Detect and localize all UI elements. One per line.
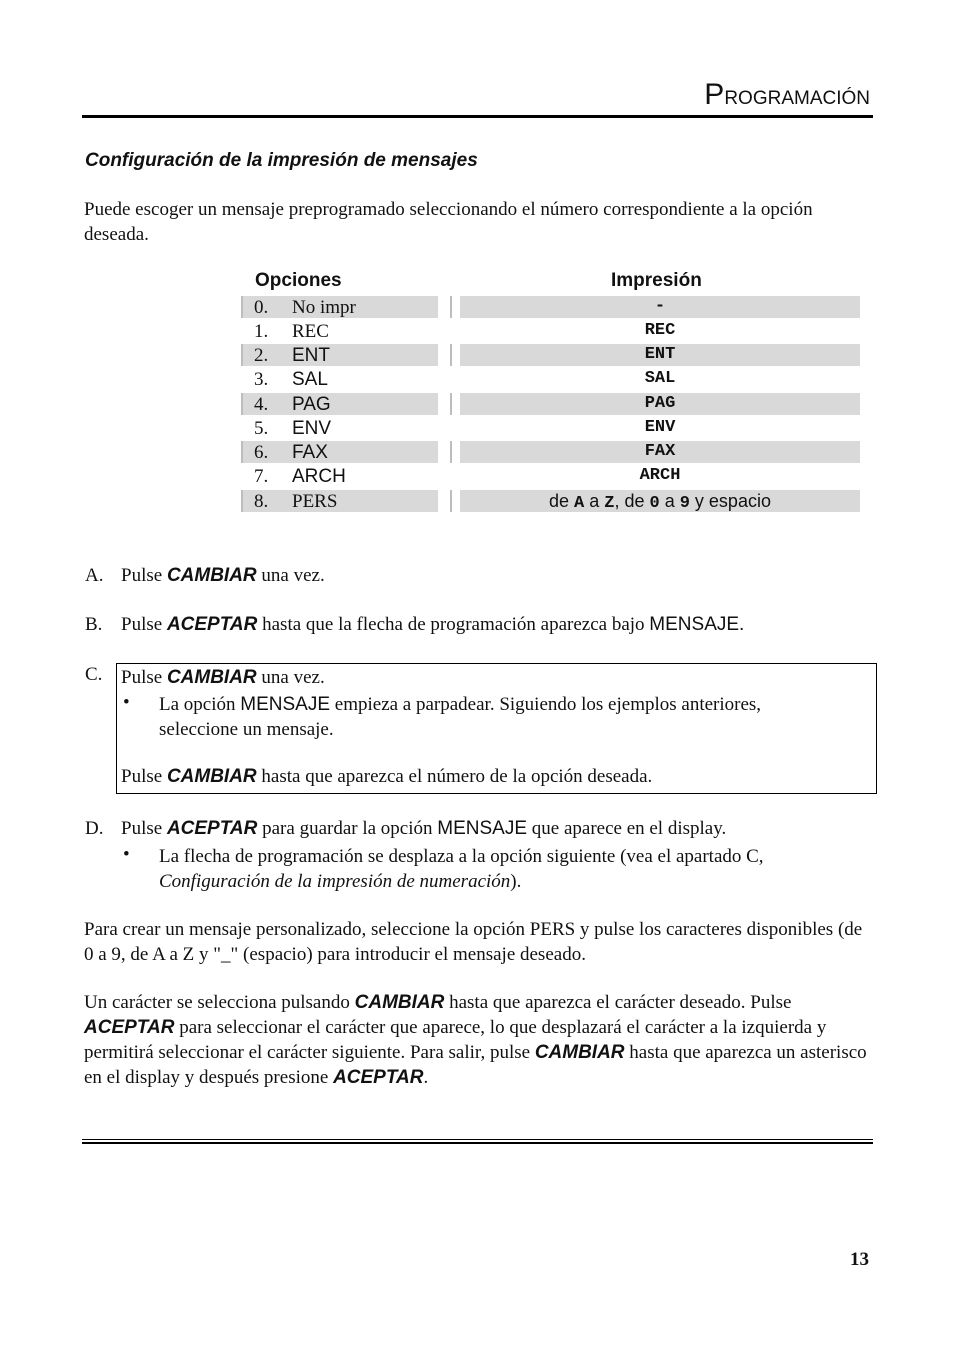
table-header-print: Impresión <box>611 270 702 291</box>
key-cambiar: CAMBIAR <box>166 766 257 787</box>
option-label: SAL <box>292 369 328 390</box>
print-value: de A a Z, de 0 a 9 y espacio <box>549 491 771 513</box>
option-number: 5. <box>254 418 269 439</box>
print-value: ARCH <box>639 466 681 485</box>
step-d-letter: D. <box>85 818 104 839</box>
option-label: FAX <box>292 442 328 463</box>
bullet-icon: • <box>123 844 130 865</box>
option-label: REC <box>292 321 329 342</box>
running-header <box>704 78 870 112</box>
option-label: ENV <box>292 418 332 439</box>
option-number: 2. <box>254 345 269 366</box>
option-number: 6. <box>254 442 269 463</box>
print-value: ENV <box>644 418 676 437</box>
step-d-text: Pulse ACEPTAR para guardar la opción MENSAJE que aparece en el display. <box>121 818 727 839</box>
table-row <box>0 296 954 320</box>
print-value: ENT <box>644 345 676 364</box>
table-row <box>0 465 954 489</box>
table-row <box>0 417 954 441</box>
option-label: PERS <box>292 491 338 512</box>
table-row <box>0 441 954 465</box>
option-number: 3. <box>254 369 269 390</box>
header-rule <box>82 115 873 118</box>
paragraph-character-selection: Un carácter se selecciona pulsando CAMBIAR hasta que aparezca el carácter deseado. Pulse ACEPTAR para seleccionar el carácter que aparece, lo que desplazará el carácter a la izquierda y permitirá seleccionar el carácter siguiente. Para salir, pulse CAMBIAR hasta que aparezca un asterisco en el display y después presione ACEPTAR. <box>84 992 867 1088</box>
step-b-text: Pulse ACEPTAR hasta que la flecha de programación aparezca bajo MENSAJE. <box>121 614 745 635</box>
step-a-text: Pulse CAMBIAR una vez. <box>121 565 325 586</box>
option-number: 0. <box>254 297 269 318</box>
option-number: 4. <box>254 394 269 415</box>
step-d-bullet: La flecha de programación se desplaza a la opción siguiente (vea el apartado C, Configuración de la impresión de numeración). <box>159 846 764 892</box>
table-row <box>0 344 954 368</box>
page-number: 13 <box>850 1249 869 1270</box>
table-header-options: Opciones <box>255 270 342 291</box>
table-row <box>0 393 954 417</box>
print-value: SAL <box>644 369 676 388</box>
key-cambiar: CAMBIAR <box>166 667 257 688</box>
key-aceptar: ACEPTAR <box>166 818 258 839</box>
paragraph-custom-message: Para crear un mensaje personalizado, seleccione la opción PERS y pulse los caracteres disponibles (de 0 a 9, de A a Z y "_" (espacio) para introducir el mensaje deseado. <box>84 919 863 965</box>
header-title: ROGRAMACIÓN <box>724 88 870 109</box>
step-a-letter: A. <box>85 565 104 586</box>
step-c-letter: C. <box>85 664 103 685</box>
header-initial: P <box>704 78 725 111</box>
step-c-bullet: La opción MENSAJE empieza a parpadear. Siguiendo los ejemplos anteriores, seleccione un mensaje. <box>159 694 762 740</box>
option-label: ENT <box>292 345 330 366</box>
print-value: PAG <box>644 394 676 413</box>
print-value: REC <box>644 321 676 340</box>
option-label: No impr <box>292 297 356 318</box>
step-c-line1: Pulse CAMBIAR una vez. <box>121 667 325 688</box>
key-aceptar: ACEPTAR <box>166 614 258 635</box>
section-title: Configuración de la impresión de mensajes <box>85 150 478 171</box>
option-label: PAG <box>292 394 331 415</box>
bullet-icon: • <box>123 692 130 713</box>
step-c-line3: Pulse CAMBIAR hasta que aparezca el número de la opción deseada. <box>121 766 653 787</box>
key-cambiar: CAMBIAR <box>166 565 257 586</box>
table-row <box>0 490 954 514</box>
footer-rule <box>82 1139 873 1140</box>
option-number: 1. <box>254 321 269 342</box>
footer-rule <box>82 1142 873 1144</box>
step-b-letter: B. <box>85 614 103 635</box>
print-value: FAX <box>644 442 676 461</box>
option-number: 7. <box>254 466 269 487</box>
option-label: ARCH <box>292 466 346 487</box>
print-value: - <box>654 297 666 316</box>
table-row <box>0 368 954 392</box>
option-number: 8. <box>254 491 269 512</box>
table-row <box>0 320 954 344</box>
intro-paragraph: Puede escoger un mensaje preprogramado seleccionando el número correspondiente a la opción deseada. <box>84 199 813 245</box>
